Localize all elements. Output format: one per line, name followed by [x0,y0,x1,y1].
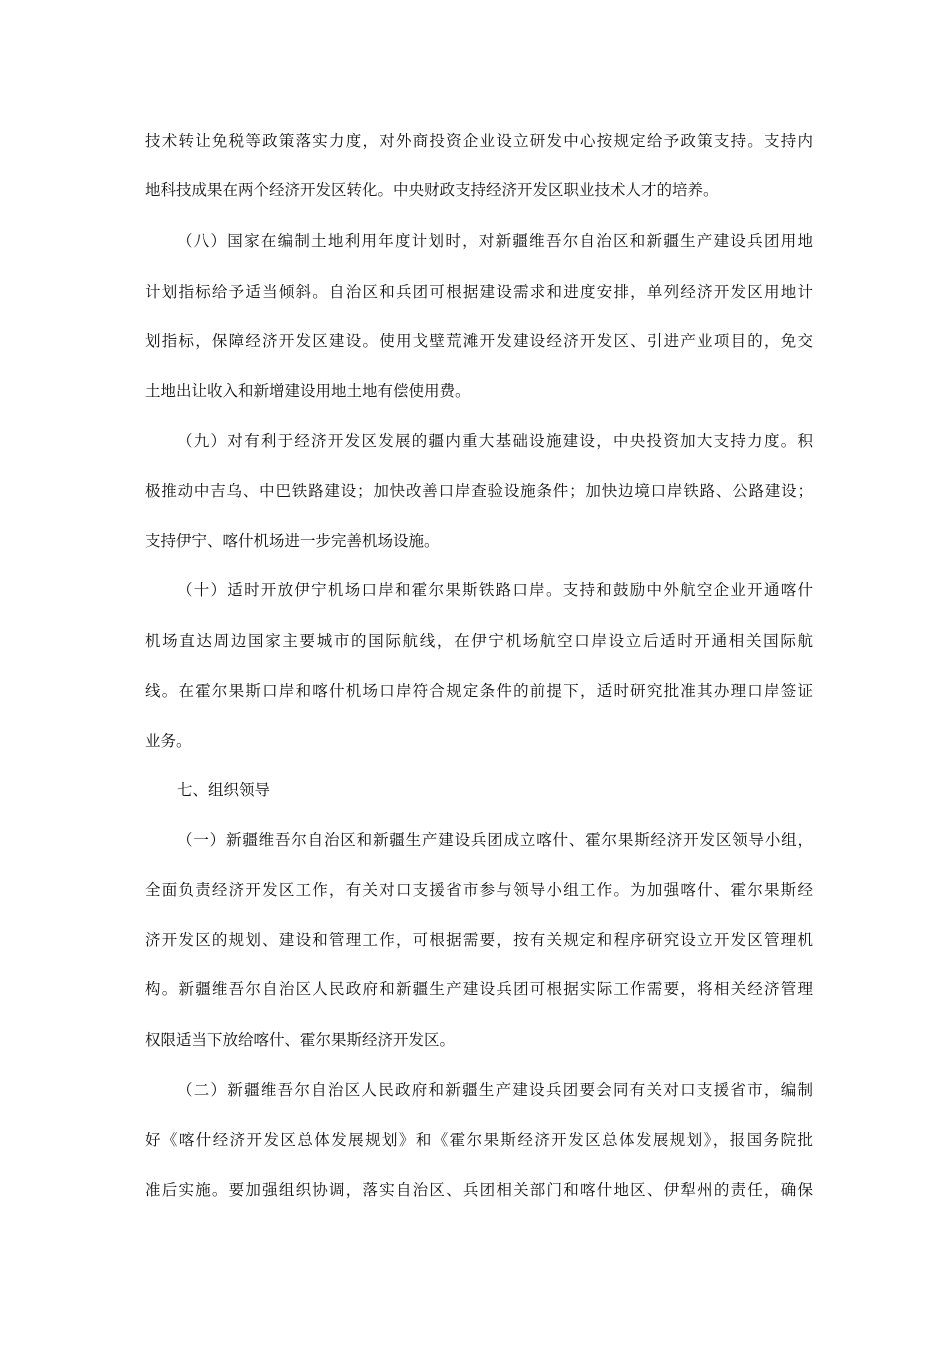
text-line: 地科技成果在两个经济开发区转化。中央财政支持经济开发区职业技术人才的培养。 [145,181,719,199]
text-line: 极推动中吉乌、中巴铁路建设；加快改善口岸查验设施条件；加快边境口岸铁路、公路建设； [145,482,813,500]
paragraph-heading-line: （十）适时开放伊宁机场口岸和霍尔果斯铁路口岸。支持和鼓励中外航空企业开通喀什 [177,581,813,599]
paragraph-heading-line: （八）国家在编制土地利用年度计划时，对新疆维吾尔自治区和新疆生产建设兵团用地 [177,232,813,250]
text-line: 划指标，保障经济开发区建设。使用戈壁荒滩开发建设经济开发区、引进产业项目的，免交 [145,332,813,350]
text-line: 构。新疆维吾尔自治区人民政府和新疆生产建设兵团可根据实际工作需要，将相关经济管理 [145,980,813,998]
section-heading: 七、组织领导 [177,781,271,799]
text-line: 土地出让收入和新增建设用地土地有偿使用费。 [145,382,471,400]
text-line: 全面负责经济开发区工作，有关对口支援省市参与领导小组工作。为加强喀什、霍尔果斯经 [145,881,813,899]
text-line: 业务。 [145,732,192,750]
text-line: 计划指标给予适当倾斜。自治区和兵团可根据建设需求和进度安排，单列经济开发区用地计 [145,283,813,301]
text-line: 济开发区的规划、建设和管理工作，可根据需要，按有关规定和程序研究设立开发区管理机 [145,931,813,949]
text-line: 好《喀什经济开发区总体发展规划》和《霍尔果斯经济开发区总体发展规划》，报国务院批 [145,1131,813,1149]
paragraph-heading-line: （一）新疆维吾尔自治区和新疆生产建设兵团成立喀什、霍尔果斯经济开发区领导小组， [177,831,813,849]
text-line: 机场直达周边国家主要城市的国际航线，在伊宁机场航空口岸设立后适时开通相关国际航 [145,632,813,650]
text-line: 准后实施。要加强组织协调，落实自治区、兵团相关部门和喀什地区、伊犁州的责任，确保 [145,1181,813,1199]
paragraph-heading-line: （九）对有利于经济开发区发展的疆内重大基础设施建设，中央投资加大支持力度。积 [177,432,813,450]
text-line: 支持伊宁、喀什机场进一步完善机场设施。 [145,532,440,550]
paragraph-heading-line: （二）新疆维吾尔自治区人民政府和新疆生产建设兵团要会同有关对口支援省市，编制 [177,1081,813,1099]
text-line: 技术转让免税等政策落实力度，对外商投资企业设立研发中心按规定给予政策支持。支持内 [145,132,813,150]
text-line: 线。在霍尔果斯口岸和喀什机场口岸符合规定条件的前提下，适时研究批准其办理口岸签证 [145,682,813,700]
text-line: 权限适当下放给喀什、霍尔果斯经济开发区。 [145,1031,456,1049]
